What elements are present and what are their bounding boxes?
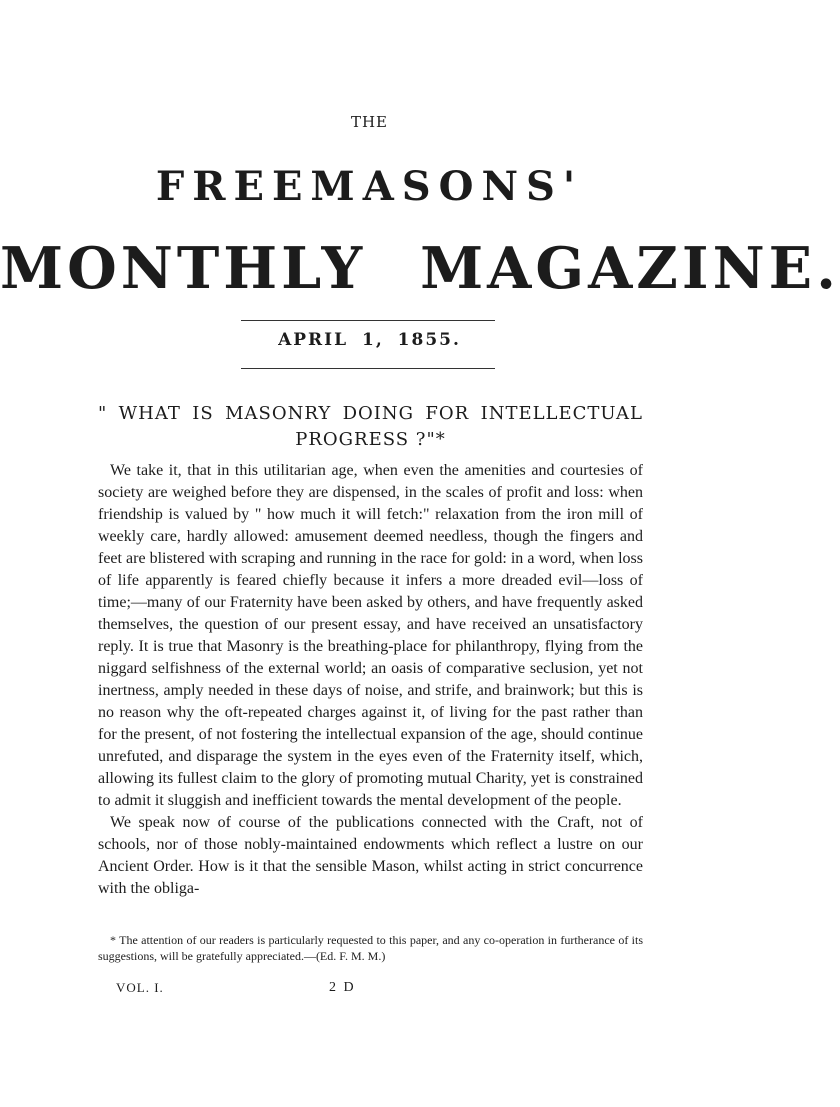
masthead-title-line1: FREEMASONS' bbox=[155, 163, 584, 210]
date-rule-top bbox=[241, 320, 495, 321]
article-heading bbox=[98, 401, 643, 453]
signature-mark: 2 D bbox=[329, 980, 356, 995]
article-paragraph-2: We speak now of course of the publications connected with the Craft, not of schools, nor of those nobly-maintained endowments which reflect a lustre on our Ancient Order. How is it that the sensible Mason, whilst acting in strict concurrence with the obliga- bbox=[98, 814, 643, 897]
masthead-title-line2: MONTHLY MAGAZINE. bbox=[0, 235, 840, 302]
issue-date: APRIL 1, 1855. bbox=[278, 330, 461, 350]
article-paragraph-1: We take it, that in this utilitarian age, when even the amenities and courtesies of society are weighed before they are dispensed, in the scales of profit and loss: when friendship is valued by " how much it will fetch:" relaxation from the iron mill of weekly care, hardly allowed: amusement deemed needless, though the fingers and feet are blistered with scraping and running in the race for gold: in a word, when loss of life apparently is feared chiefly because it infers a more dreaded evil—loss of time;—many of our Fraternity have been asked by others, and have frequently asked themselves, the question of our present essay, and have received an unsatisfactory reply. It is true that Masonry is the breathing-place for philanthropy, flying from the niggard selfishness of the external world; an oasis of comparative seclusion, yet not inertness, amply needed in these days of noise, and strife, and brainwork; but this is no reason why the oft-repeated charges against it, of living for the past rather than for the present, of not fostering the intellectual expansion of the age, should continue unrefuted, and disparage the system in the eyes even of the Fraternity itself, which, allowing its fullest claim to the glory of promoting mutual Charity, yet is constrained to admit it sluggish and inefficient towards the mental development of the people. bbox=[98, 462, 643, 809]
footnote bbox=[98, 932, 643, 964]
article-heading-line2: PROGRESS ?"* bbox=[295, 429, 446, 450]
footnote-text: * The attention of our readers is particularly requested to this paper, and any co-operation in furtherance of its suggestions, will be gratefully appreciated.—(Ed. F. M. M.) bbox=[98, 933, 643, 963]
article-body bbox=[98, 460, 643, 900]
volume-number: VOL. I. bbox=[116, 980, 164, 995]
date-rule-bottom bbox=[241, 368, 495, 369]
article-heading-line1: " WHAT IS MASONRY DOING FOR INTELLECTUAL bbox=[98, 403, 643, 424]
masthead-the: THE bbox=[350, 113, 389, 131]
